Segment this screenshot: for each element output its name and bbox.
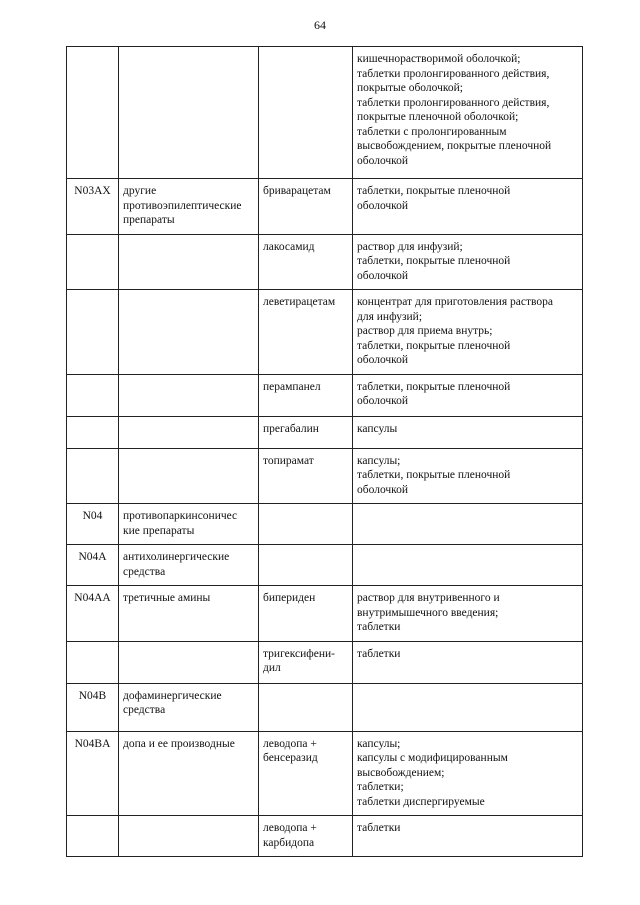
anatomic-group-cell [119, 586, 259, 642]
table-row [67, 641, 583, 683]
dosage-form-line: таблетки; [357, 781, 404, 793]
drug-name-cell [259, 47, 353, 179]
atc-code-cell [67, 448, 119, 504]
dosage-form-line: раствор для внутривенного и [357, 592, 500, 604]
drug-name-cell [259, 179, 353, 235]
table-row [67, 731, 583, 816]
table-body [67, 47, 583, 857]
anatomic-group-cell [119, 641, 259, 683]
dosage-form-line: капсулы [357, 422, 398, 435]
atc-code-cell [67, 179, 119, 235]
dosage-form-line: оболочкой [357, 269, 409, 282]
table-row [67, 47, 583, 179]
dosage-form-line: таблетки, покрытые пленочной [357, 255, 511, 267]
anatomic-group-line: другие [123, 185, 157, 197]
dosage-form-cell [353, 731, 583, 816]
anatomic-group-cell [119, 448, 259, 504]
table-row [67, 290, 583, 375]
anatomic-group-line: противопаркинсоничес [123, 510, 238, 522]
atc-code-cell [67, 683, 119, 731]
dosage-form-line: покрытые оболочкой; [357, 82, 463, 94]
dosage-form-cell [353, 416, 583, 448]
dosage-form-line: таблетки диспергируемые [357, 795, 485, 808]
dosage-form-line: кишечнорастворимой оболочкой; [357, 53, 521, 65]
atc-code-cell [67, 416, 119, 448]
atc-code: N04 [82, 510, 103, 522]
table-row [67, 545, 583, 586]
dosage-form-line: оболочкой [357, 199, 409, 212]
drug-name-cell [259, 683, 353, 731]
atc-code-cell [67, 545, 119, 586]
anatomic-group-line: дофаминергические [123, 689, 222, 702]
drug-name-line: леводопа + [263, 737, 317, 750]
atc-code-cell [67, 816, 119, 857]
dosage-form-cell [353, 504, 583, 545]
dosage-form-line: таблетки пролонгированного действия, [357, 67, 550, 80]
drug-name-cell [259, 816, 353, 857]
atc-code-cell [67, 586, 119, 642]
dosage-form-line: таблетки, покрытые пленочной [357, 185, 511, 197]
dosage-form-cell [353, 179, 583, 235]
anatomic-group-line: препараты [123, 214, 175, 226]
drug-name-line: топирамат [263, 454, 314, 467]
atc-code-cell [67, 374, 119, 416]
drug-name-line: бенсеразид [263, 752, 318, 764]
drug-name-line: леветирацетам [263, 296, 336, 308]
atc-code-cell [67, 234, 119, 290]
dosage-form-cell [353, 545, 583, 586]
anatomic-group-cell [119, 731, 259, 816]
anatomic-group-cell [119, 816, 259, 857]
dosage-form-cell [353, 683, 583, 731]
dosage-form-line: раствор для инфузий; [357, 240, 463, 253]
dosage-form-line: покрытые пленочной оболочкой; [357, 111, 519, 123]
drug-name-line: бипериден [263, 592, 316, 604]
anatomic-group-line: противоэпилептические [123, 199, 242, 212]
drug-name-line: дил [263, 662, 281, 674]
table-row [67, 448, 583, 504]
anatomic-group-line: средства [123, 704, 166, 716]
drug-name-line: леводопа + [263, 822, 317, 834]
anatomic-group-cell [119, 179, 259, 235]
dosage-form-cell [353, 47, 583, 179]
anatomic-group-cell [119, 234, 259, 290]
dosage-form-line: таблетки, покрытые пленочной [357, 339, 511, 352]
dosage-form-line: для инфузий; [357, 310, 423, 323]
dosage-form-line: таблетки, покрытые пленочной [357, 380, 511, 393]
anatomic-group-cell [119, 545, 259, 586]
dosage-form-line: таблетки [357, 621, 401, 633]
dosage-form-line: оболочкой [357, 354, 409, 366]
drug-table [66, 46, 583, 857]
drug-name-line: бриварацетам [263, 185, 331, 197]
anatomic-group-cell [119, 504, 259, 545]
dosage-form-cell [353, 586, 583, 642]
anatomic-group-line: антихолинергические [123, 551, 230, 563]
dosage-form-line: концентрат для приготовления раствора [357, 296, 553, 308]
drug-name-cell [259, 416, 353, 448]
anatomic-group-cell [119, 416, 259, 448]
table-row [67, 683, 583, 731]
anatomic-group-cell [119, 374, 259, 416]
dosage-form-line: таблетки [357, 647, 401, 660]
atc-code-cell [67, 47, 119, 179]
dosage-form-line: таблетки с пролонгированным [357, 125, 507, 138]
atc-code-cell [67, 290, 119, 375]
page-number: 64 [314, 18, 326, 32]
atc-code: N04B [78, 689, 107, 702]
anatomic-group-line: третичные амины [123, 592, 211, 604]
table-row [67, 234, 583, 290]
table-row [67, 416, 583, 448]
drug-name-cell [259, 234, 353, 290]
drug-name-cell [259, 504, 353, 545]
dosage-form-cell [353, 641, 583, 683]
dosage-form-line: высвобождением; [357, 766, 445, 779]
drug-name-cell [259, 586, 353, 642]
atc-code: N04A [78, 551, 107, 563]
dosage-form-line: капсулы; [357, 737, 401, 750]
drug-name-cell [259, 374, 353, 416]
dosage-form-line: внутримышечного введения; [357, 606, 499, 619]
drug-name-line: перампанел [263, 380, 321, 393]
dosage-form-line: оболочкой [357, 395, 409, 407]
dosage-form-line: оболочкой [357, 483, 409, 496]
anatomic-group-line: допа и ее производные [123, 737, 235, 750]
atc-code-cell [67, 641, 119, 683]
drug-name-cell [259, 641, 353, 683]
dosage-form-line: оболочкой [357, 154, 409, 167]
drug-name-cell [259, 731, 353, 816]
table-row [67, 374, 583, 416]
dosage-form-line: таблетки, покрытые пленочной [357, 469, 511, 481]
dosage-form-cell [353, 448, 583, 504]
dosage-form-line: капсулы с модифицированным [357, 752, 508, 764]
drug-name-line: тригексифени- [263, 647, 335, 660]
drug-name-cell [259, 545, 353, 586]
table-row [67, 504, 583, 545]
anatomic-group-line: средства [123, 565, 166, 578]
anatomic-group-cell [119, 290, 259, 375]
dosage-form-line: раствор для приема внутрь; [357, 325, 493, 337]
dosage-form-cell [353, 816, 583, 857]
table-row [67, 179, 583, 235]
dosage-form-line: капсулы; [357, 454, 401, 467]
table-row [67, 816, 583, 857]
dosage-form-cell [353, 290, 583, 375]
drug-name-line: лакосамид [263, 240, 315, 253]
atc-code-cell [67, 504, 119, 545]
anatomic-group-cell [119, 683, 259, 731]
dosage-form-line: таблетки пролонгированного действия, [357, 96, 550, 109]
dosage-form-line: таблетки [357, 822, 401, 834]
anatomic-group-line: кие препараты [123, 524, 195, 537]
drug-name-line: карбидопа [263, 836, 315, 849]
anatomic-group-cell [119, 47, 259, 179]
drug-name-cell [259, 448, 353, 504]
drug-name-cell [259, 290, 353, 375]
dosage-form-cell [353, 234, 583, 290]
dosage-form-line: высвобождением, покрытые пленочной [357, 140, 552, 152]
dosage-form-cell [353, 374, 583, 416]
table-row [67, 586, 583, 642]
drug-name-line: прегабалин [263, 422, 319, 435]
atc-code: N04BA [74, 737, 111, 750]
atc-code-cell [67, 731, 119, 816]
atc-code: N03AX [74, 185, 111, 197]
atc-code: N04AA [74, 592, 111, 604]
